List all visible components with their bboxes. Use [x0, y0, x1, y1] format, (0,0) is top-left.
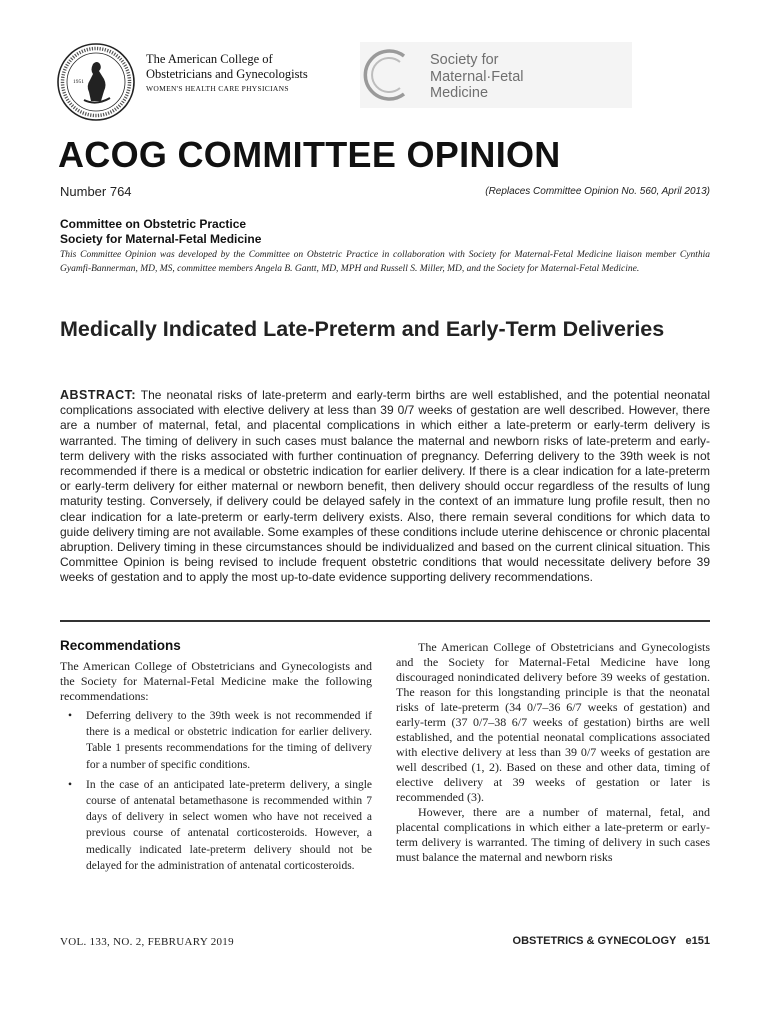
- body-paragraph: However, there are a number of maternal, fetal, and placental complications in which either a late-preterm or early-term delivery is warranted. The timing of delivery in such cases must balance the maternal and newborn risks: [396, 805, 710, 864]
- recommendations-intro: The American College of Obstetricians and Gynecologists and the Society for Maternal-Fetal Medicine make the following recommendations:: [60, 659, 372, 703]
- acog-seal-icon: [56, 42, 136, 122]
- committee-name: Committee on Obstetric Practice: [60, 217, 247, 231]
- acog-name-line2: Obstetricians and Gynecologists: [146, 67, 308, 81]
- abstract: [60, 388, 710, 586]
- acog-name-line1: The American College of: [146, 52, 273, 66]
- development-note: This Committee Opinion was developed by the Committee on Obstetric Practice in collaboration with Society for Maternal-Fetal Medicine liaison member Cynthia Gyamfi-Bannerman, MD, MS, committee members Angela B. Gantt, MD, MPH and Russell S. Miller, MD, and the Society for Maternal-Fetal Medicine.: [60, 250, 710, 274]
- smfm-line2: Maternal·Fetal: [430, 68, 524, 85]
- committee-block: [60, 217, 261, 247]
- right-column: [396, 640, 710, 865]
- page-header: [56, 40, 712, 120]
- acog-tagline: WOMEN'S HEALTH CARE PHYSICIANS: [146, 84, 289, 93]
- document-title: ACOG COMMITTEE OPINION: [58, 134, 561, 175]
- society-name: Society for Maternal-Fetal Medicine: [60, 232, 262, 246]
- smfm-line3: Medicine: [430, 85, 489, 101]
- opinion-number: Number 764: [60, 184, 132, 199]
- smfm-wordmark: [430, 52, 523, 102]
- list-item: • Deferring delivery to the 39th week is not recommended if there is a medical or obstetric indication for earlier delivery. Table 1 presents recommendations for the timing of delivery for a number of specific conditions.: [86, 708, 372, 773]
- list-item: • In the case of an anticipated late-preterm delivery, a single course of antenatal betamethasone is recommended within 7 days of delivery in select women who have not received a previous course of antenatal corticosteroids. However, a medically indicated late-preterm delivery should not be delayed for the administration of antenatal corticosteroids.: [86, 777, 372, 874]
- footer-journal: [513, 935, 710, 947]
- section-divider: [60, 620, 710, 622]
- journal-name: OBSTETRICS & GYNECOLOGY: [512, 935, 677, 947]
- page-number: e151: [685, 935, 710, 947]
- smfm-logo-block: [360, 42, 632, 108]
- seal-year: 1951: [73, 79, 84, 85]
- abstract-label: ABSTRACT:: [60, 388, 137, 402]
- footer-volume: VOL. 133, NO. 2, FEBRUARY 2019: [60, 936, 234, 948]
- abstract-text: The neonatal risks of late-preterm and early-term births are well established, and the potential neonatal complications associated with elective delivery at less than 39 0/7 weeks of gestation are well described. However, there are a number of maternal, fetal, and placental complications in which either a late-preterm or early-term delivery is warranted. The timing of delivery in such cases must balance the maternal and newborn risks of late-preterm and early-term delivery with the risks associated with further continuation of pregnancy. Deferring delivery to the 39th week is not recommended if there is a medical or obstetric indication for earlier delivery. If there is a clear indication for a late-preterm or early-term delivery for either maternal or newborn benefit, then delivery should occur regardless of the results of lung maturity testing. Conversely, if delivery could be delayed safely in the context of an immature lung profile result, then no clear indication for a late-preterm or early-term delivery exists. Also, there remain several conditions for which data to guide delivery timing are not available. Some examples of these conditions include uterine dehiscence or chronic placental abruption. Delivery timing in these circumstances should be individualized and based on the current clinical situation. This Committee Opinion is being revised to include frequent obstetric conditions that would necessitate delivery before 39 weeks of gestation and to apply the most up-to-date evidence supporting delivery recommendations.: [60, 388, 710, 585]
- article-title: Medically Indicated Late-Preterm and Early-Term Deliveries: [60, 317, 665, 341]
- body-paragraph: The American College of Obstetricians and Gynecologists and the Society for Maternal-Fetal Medicine have long discouraged nonindicated delivery before 39 weeks of gestation. The reason for this longstanding principle is that the neonatal risks of late-preterm (34 0/7–36 6/7 weeks of gestation) and early-term (37 0/7–38 6/7 weeks of gestation) births are well established, and the potential neonatal complications associated with elective delivery at less than 39 0/7 weeks of gestation are well described (1, 2). Based on these and other data, timing of elective delivery at 39 weeks of gestation or later is recommended (3).: [396, 640, 710, 804]
- acog-wordmark: [146, 52, 308, 93]
- smfm-logo-icon: [360, 42, 424, 108]
- recommendations-heading: Recommendations: [60, 638, 181, 653]
- replaces-note: (Replaces Committee Opinion No. 560, April 2013): [485, 186, 710, 197]
- left-column: [60, 638, 372, 878]
- recommendations-list: [60, 708, 372, 874]
- smfm-line1: Society for: [430, 52, 499, 68]
